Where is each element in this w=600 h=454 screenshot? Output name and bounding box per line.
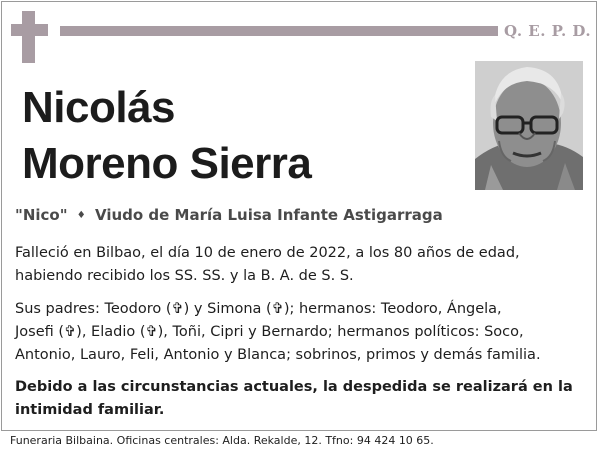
- paragraph-line: habiendo recibido los SS. SS. y la B. A. de S. S.: [15, 268, 354, 284]
- funeral-home-footer: Funeraria Bilbaina. Oficinas centrales: Alda. Rekalde, 12. Tfno: 94 424 10 65.: [10, 434, 434, 447]
- latin-cross-icon-arm: [11, 24, 48, 36]
- family-paragraph: [15, 298, 585, 367]
- paragraph-line: Josefi (✞), Eladio (✞), Toñi, Cipri y Bernardo; hermanos políticos: Soco,: [15, 324, 524, 340]
- portrait-photo: [475, 61, 583, 190]
- name-line-2: Moreno Sierra: [22, 139, 312, 188]
- diamond-separator-icon: ♦: [76, 210, 86, 221]
- paragraph-line: Antonio, Lauro, Feli, Antonio y Blanca; sobrinos, primos y demás familia.: [15, 347, 541, 363]
- qepd-label: Q. E. P. D.: [504, 22, 592, 40]
- paragraph-line: Falleció en Bilbao, el día 10 de enero de 2022, a los 80 años de edad,: [15, 245, 520, 261]
- name-line-1: Nicolás: [22, 83, 176, 132]
- paragraph-line: Sus padres: Teodoro (✞) y Simona (✞); hermanos: Teodoro, Ángela,: [15, 301, 502, 317]
- portrait-image: [475, 61, 583, 190]
- paragraph-line: Debido a las circunstancias actuales, la despedida se realizará en la: [15, 379, 573, 395]
- obituary-card: [1, 1, 597, 431]
- subtitle: [15, 206, 443, 224]
- header-rule: [60, 26, 498, 36]
- nickname: "Nico": [15, 206, 68, 224]
- deceased-name: [22, 80, 311, 192]
- death-notice-paragraph: [15, 242, 585, 288]
- farewell-notice: [15, 376, 585, 422]
- latin-cross-icon: [22, 11, 35, 63]
- paragraph-line: intimidad familiar.: [15, 402, 165, 418]
- spouse-text: Viudo de María Luisa Infante Astigarraga: [94, 206, 443, 224]
